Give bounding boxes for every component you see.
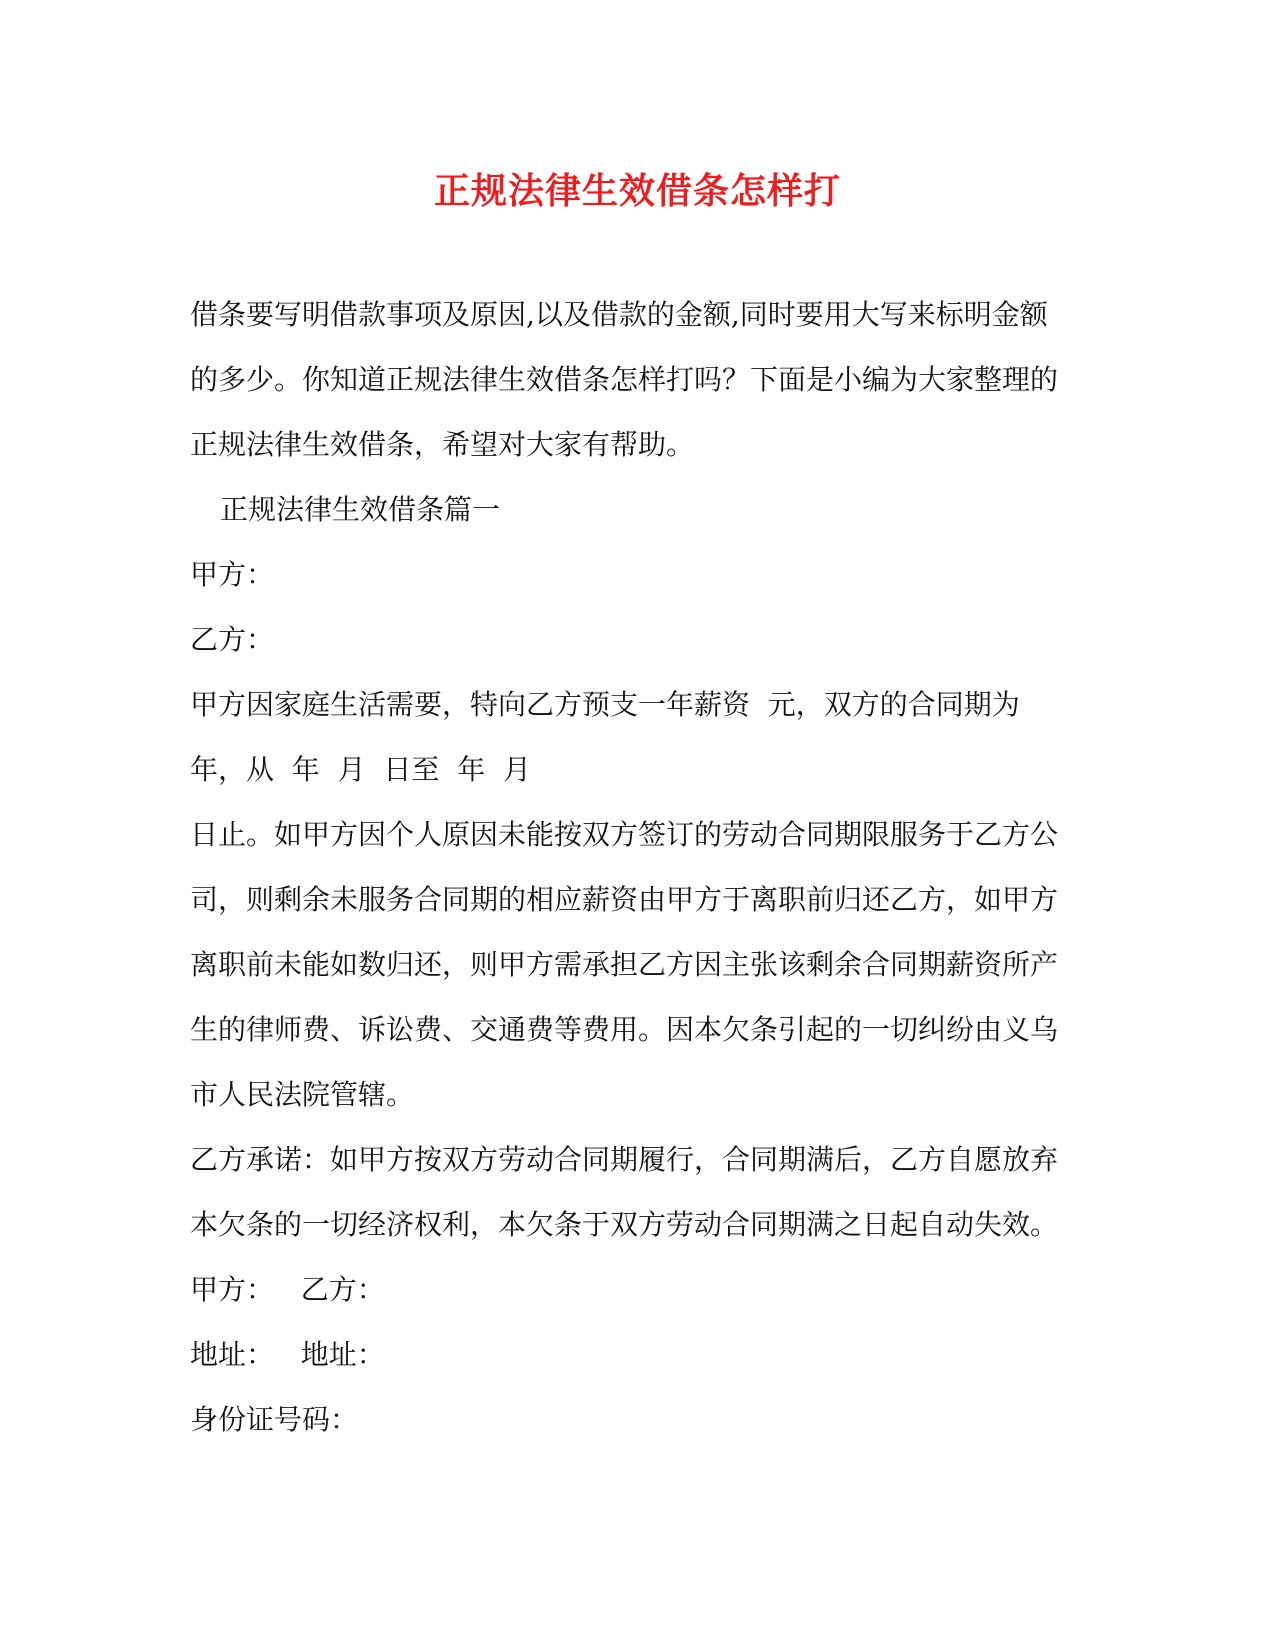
id-number-line: 身份证号码： [190, 1403, 359, 1436]
document-title: 正规法律生效借条怎样打 [433, 170, 841, 212]
signature-parties-line: 甲方： 乙方： [190, 1273, 385, 1306]
contract-period-line: 年，从 年 月 日至 年 月 [190, 753, 532, 786]
document-body [190, 282, 1070, 1452]
intro-paragraph: 借条要写明借款事项及原因,以及借款的金额,同时要用大写来标明金额的多少。你知道正规法律生效借条怎样打吗？下面是小编为大家整理的正规法律生效借条，希望对大家有帮助。 [190, 298, 1059, 461]
address-line: 地址： 地址： [190, 1338, 385, 1371]
party-a-label: 甲方： [190, 558, 275, 591]
section-heading: 正规法律生效借条篇一 [220, 493, 501, 526]
party-b-label: 乙方： [190, 623, 275, 656]
promise-paragraph: 乙方承诺：如甲方按双方劳动合同期履行，合同期满后，乙方自愿放弃本欠条的一切经济权利，本欠条于双方劳动合同期满之日起自动失效。 [190, 1143, 1059, 1241]
advance-salary-line: 甲方因家庭生活需要，特向乙方预支一年薪资 元，双方的合同期为 [190, 688, 1020, 721]
terms-paragraph: 日止。如甲方因个人原因未能按双方签订的劳动合同期限服务于乙方公司，则剩余未服务合同期的相应薪资由甲方于离职前归还乙方，如甲方离职前未能如数归还，则甲方需承担乙方因主张该剩余合同期薪资所产生的律师费、诉讼费、交通费等费用。因本欠条引起的一切纠纷由义乌市人民法院管辖。 [190, 818, 1059, 1111]
